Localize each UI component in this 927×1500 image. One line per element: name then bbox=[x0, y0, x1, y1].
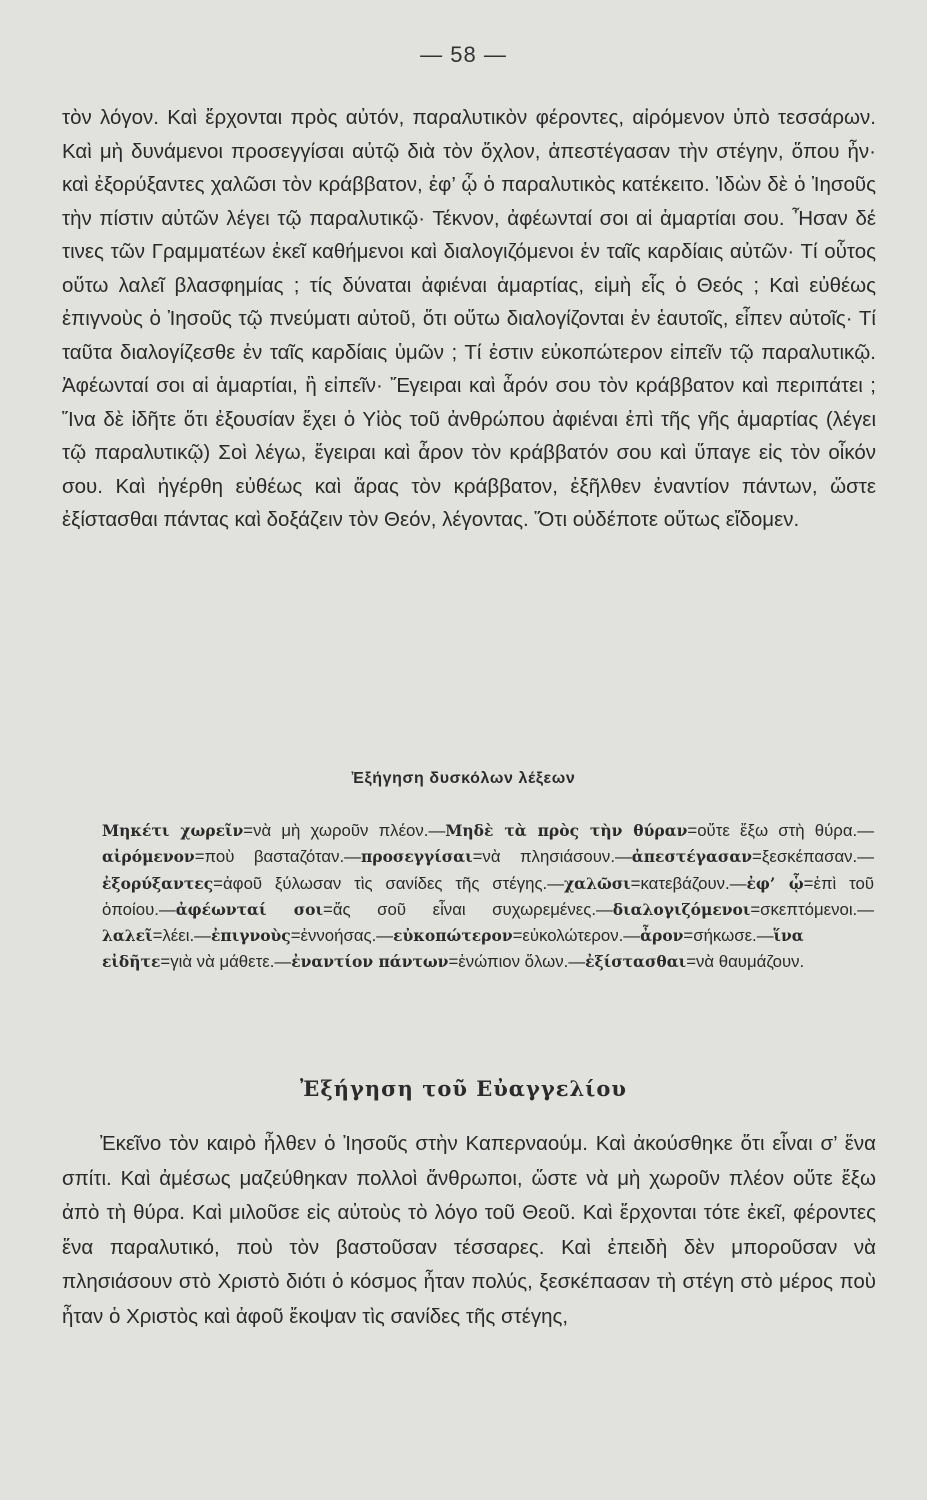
gloss-definition: οὔτε ἔξω στὴ θύρα. bbox=[697, 821, 858, 840]
gloss-term: ἀφέωνταί σοι bbox=[175, 899, 324, 919]
scripture-paragraph: τὸν λόγον. Καὶ ἔρχονται πρὸς αὐτόν, παραλυτικὸν φέροντες, αἰρόμενον ὑπὸ τεσσάρων. Καὶ μὴ δυνάμενοι προσεγγίσαι αὐτῷ διὰ τὸν ὄχλον, ἀπεστέγασαν τὴν στέγην, ὅπου ἦν· καὶ ἐξορύξαντες χαλῶσι τὸν κράββατον, ἐφ’ ᾧ ὁ παραλυτικὸς κατέκειτο. Ἰδὼν δὲ ὁ Ἰησοῦς τὴν πίστιν αὐτῶν λέγει τῷ παραλυτικῷ· Τέκνον, ἀφέωνταί σοι αἱ ἁμαρτίαι σου. Ἦσαν δέ τινες τῶν Γραμματέων ἐκεῖ καθήμενοι καὶ διαλογιζόμενοι ἐν ταῖς καρδίαις αὐτῶν· Τί οὗτος οὕτω λαλεῖ βλασφημίας ; τίς δύναται ἀφιέναι ἁμαρτίας, εἰμὴ εἷς ὁ Θεός ; Καὶ εὐθέως ἐπιγνοὺς ὁ Ἰησοῦς τῷ πνεύματι αὐτοῦ, ὅτι οὕτω διαλογίζονται ἐν ἑαυτοῖς, εἶπεν αὐτοῖς· Τί ταῦτα διαλογίζεσθε ἐν ταῖς καρδίαις ὑμῶν ; Τί ἐστιν εὐκοπώτερον εἰπεῖν τῷ παραλυτικῷ. Ἀφέωνταί σοι αἱ ἁμαρτίαι, ἢ εἰπεῖν· Ἔγειραι καὶ ἆρόν σου τὸν κράββατον καὶ περιπάτει ; Ἵνα δὲ ἰδῆτε ὅτι ἐξουσίαν ἔχει ὁ Υἱὸς τοῦ ἀνθρώπου ἀφιέναι ἐπὶ τῆς γῆς ἁμαρτίας (λέγει τῷ παραλυτικῷ) Σοὶ λέγω, ἔγειραι καὶ ἆρον τὸν κράββατόν σου καὶ ὕπαγε εἰς τὸν οἶκόν σου. Καὶ ἠγέρθη εὐθέως καὶ ἄρας τὸν κράββατον, ἐξῆλθεν ἐναντίον πάντων, ὥστε ἐξίστασθαι πάντας καὶ δοξάζειν τὸν Θεόν, λέγοντας. Ὅτι οὐδέποτε οὕτως εἴδομεν. bbox=[62, 106, 876, 531]
gloss-term: ἐξίστασθαι bbox=[585, 952, 687, 972]
gloss-entry: ἐξορύξαντες=ἀφοῦ ξύλωσαν τὶς σανίδες τῆς στέγης. bbox=[102, 873, 548, 893]
gospel-paragraph bbox=[62, 1127, 876, 1335]
gloss-definition: ἐννοήσας. bbox=[300, 926, 377, 946]
gloss-term: ἐφ’ ᾧ bbox=[746, 873, 804, 893]
gloss-term: αἰρόμενον bbox=[102, 847, 195, 867]
glossary bbox=[102, 818, 874, 976]
gospel-text: Ἐκεῖνο τὸν καιρὸ ἦλθεν ὁ Ἰησοῦς στὴν Καπερναούμ. Καὶ ἀκούσθηκε ὅτι εἶναι σ’ ἕνα σπίτι. Καὶ ἀμέσως μαζεύθηκαν πολλοὶ ἄνθρωποι, ὥστε νὰ μὴ χωροῦν πλέον οὔτε ἔξω ἀπὸ τὴ θύρα. Καὶ μιλοῦσε εἰς αὐτοὺς τὸ λόγο τοῦ Θεοῦ. Καὶ ἔρχονται τότε ἐκεῖ, φέροντες ἕνα παραλυτικό, ποὺ τὸν βαστοῦσαν τέσσαρες. Καὶ ἐπειδὴ δὲν μποροῦσαν νὰ πλησιάσουν στὸ Χριστὸ διότι ὁ κόσμος ἦταν πολύς, ξεσκέπασαν τὴ στέγη στὸ μέρος ποὺ ἦταν ὁ Χριστὸς καὶ ἀφοῦ ἔκοψαν τὶς σανίδες τῆς στέγης, bbox=[62, 1132, 876, 1328]
page-number: — 58 — bbox=[420, 42, 507, 67]
gloss-definition: σκεπτόμενοι. bbox=[760, 899, 858, 919]
gloss-term: Μηδὲ τὰ πρὸς τὴν θύραν bbox=[445, 821, 688, 840]
gloss-definition: γιὰ νὰ μάθετε. bbox=[170, 952, 275, 972]
gloss-entry: ἐξίστασθαι=νὰ θαυμάζουν. bbox=[585, 952, 805, 972]
gloss-term: ἐπιγνοὺς bbox=[210, 926, 291, 946]
gloss-entry: ἀπεστέγασαν=ξεσκέπασαν. bbox=[631, 847, 858, 867]
gloss-entry: Μηκέτι χωρεῖν=νὰ μὴ χωροῦν πλέον. bbox=[102, 821, 429, 840]
gloss-entry: χαλῶσι=κατεβάζουν. bbox=[563, 873, 730, 893]
gloss-entry: αἰρόμενον=ποὺ βασταζόταν. bbox=[102, 847, 345, 867]
gloss-term: διαλογιζόμενοι bbox=[612, 899, 751, 919]
gloss-definition: νὰ θαυμάζουν. bbox=[696, 952, 805, 972]
gloss-definition: ἀφοῦ ξύλωσαν τὶς σανίδες τῆς στέγης. bbox=[222, 873, 548, 893]
gloss-term: λαλεῖ bbox=[102, 926, 153, 946]
gloss-entry: διαλογιζόμενοι=σκεπτόμενοι. bbox=[612, 899, 858, 919]
gloss-term: ἀπεστέγασαν bbox=[631, 847, 753, 867]
glossary-heading: Ἐξήγηση δυσκόλων λέξεων bbox=[351, 770, 576, 787]
gloss-term: ἐξορύξαντες bbox=[102, 873, 214, 893]
gloss-entry: εὐκοπώτερον=εὐκολώτερον. bbox=[393, 926, 624, 946]
gloss-entry: ἆρον=σήκωσε. bbox=[640, 926, 757, 946]
gloss-entry: Μηδὲ τὰ πρὸς τὴν θύραν=οὔτε ἔξω στὴ θύρα. bbox=[445, 821, 858, 840]
gloss-definition: εὐκολώτερον. bbox=[522, 926, 624, 946]
gloss-term: Μηκέτι χωρεῖν bbox=[102, 821, 244, 840]
gloss-definition: λέει. bbox=[162, 926, 195, 946]
gloss-term: χαλῶσι bbox=[563, 873, 631, 893]
gloss-definition: νὰ μὴ χωροῦν πλέον. bbox=[253, 821, 429, 840]
gospel-explanation bbox=[62, 1127, 876, 1335]
gloss-definition: νὰ πλησιάσουν. bbox=[482, 847, 615, 867]
gloss-entry: ἐναντίον πάντων=ἐνώπιον ὅλων. bbox=[291, 952, 569, 972]
scripture-passage bbox=[62, 101, 876, 537]
gloss-entry: ἐπιγνοὺς=ἐννοήσας. bbox=[210, 926, 377, 946]
gloss-term: προσεγγίσαι bbox=[360, 847, 473, 867]
gloss-definition: σήκωσε. bbox=[693, 926, 757, 946]
gloss-definition: κατεβάζουν. bbox=[640, 873, 730, 893]
gloss-term: ἵνα εἰδῆτε bbox=[102, 926, 804, 972]
gloss-definition: ξεσκέπασαν. bbox=[761, 847, 858, 867]
gloss-definition: ποὺ βασταζόταν. bbox=[204, 847, 345, 867]
gloss-entry: λαλεῖ=λέει. bbox=[102, 926, 195, 946]
gloss-entry: ἀφέωνταί σοι=ἄς σοῦ εἶναι συχωρεμένες. bbox=[175, 899, 596, 919]
gloss-term: ἐναντίον πάντων bbox=[291, 952, 449, 972]
gloss-entry: ἵνα εἰδῆτε=γιὰ νὰ μάθετε. bbox=[102, 926, 804, 972]
gloss-term: εὐκοπώτερον bbox=[393, 926, 513, 946]
gloss-definition: ἐπὶ τοῦ ὁποίου. bbox=[102, 873, 875, 919]
section-heading: Ἐξήγηση τοῦ Εὐαγγελίου bbox=[300, 1076, 627, 1101]
gloss-entry: προσεγγίσαι=νὰ πλησιάσουν. bbox=[360, 847, 615, 867]
gloss-definition: ἐνώπιον ὅλων. bbox=[458, 952, 569, 972]
glossary-paragraph: Μηκέτι χωρεῖν=νὰ μὴ χωροῦν πλέον.—Μηδὲ τὰ πρὸς τὴν θύραν=οὔτε ἔξω στὴ θύρα.—αἰρόμενον=ποὺ βασταζόταν.—προσεγγίσαι=νὰ πλησιάσουν.—ἀπεστέγασαν=ξεσκέπασαν.—ἐξορύξαντες=ἀφοῦ ξύλωσαν τὶς σανίδες τῆς στέγης.—χαλῶσι=κατεβάζουν.—ἐφ’ ᾧ=ἐπὶ τοῦ ὁποίου.—ἀφέωνταί σοι=ἄς σοῦ εἶναι συχωρεμένες.—διαλογιζόμενοι=σκεπτόμενοι.—λαλεῖ=λέει.—ἐπιγνοὺς=ἐννοήσας.—εὐκοπώτερον=εὐκολώτερον.—ἆρον=σήκωσε.—ἵνα εἰδῆτε=γιὰ νὰ μάθετε.—ἐναντίον πάντων=ἐνώπιον ὅλων.—ἐξίστασθαι=νὰ θαυμάζουν. bbox=[102, 821, 875, 972]
gloss-term: ἆρον bbox=[640, 926, 684, 946]
gloss-definition: ἄς σοῦ εἶναι συχωρεμένες. bbox=[332, 899, 596, 919]
gloss-entry: ἐφ’ ᾧ=ἐπὶ τοῦ ὁποίου. bbox=[102, 873, 875, 919]
